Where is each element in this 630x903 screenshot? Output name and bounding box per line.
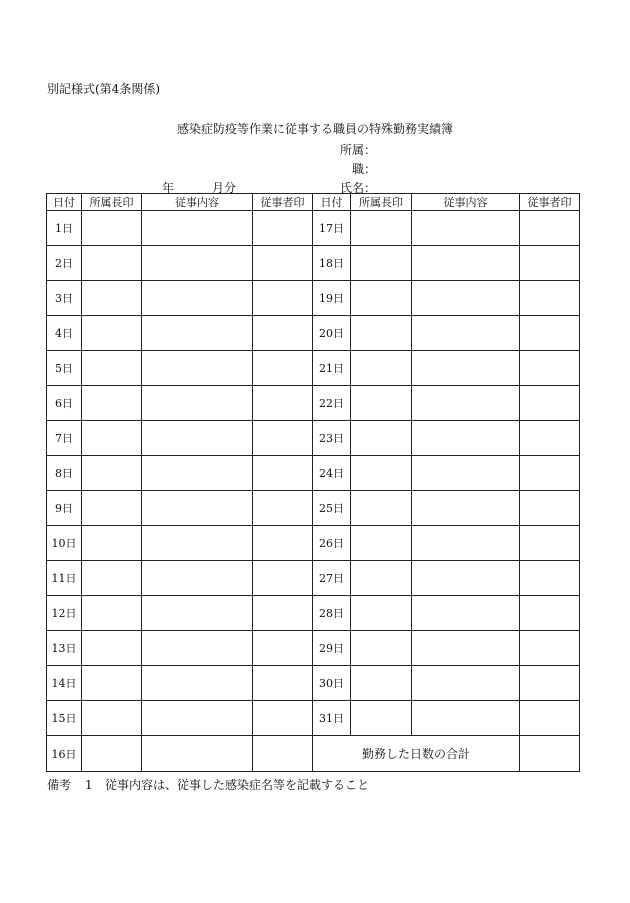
total-days-cell[interactable] xyxy=(520,736,580,772)
day-label: 20日 xyxy=(313,316,351,351)
table-row xyxy=(47,456,580,491)
worker-seal-cell[interactable] xyxy=(253,596,313,631)
supervisor-seal-cell[interactable] xyxy=(82,491,142,526)
supervisor-seal-cell[interactable] xyxy=(351,596,412,631)
table-row xyxy=(47,281,580,316)
supervisor-seal-cell[interactable] xyxy=(82,351,142,386)
remarks-number: 1 xyxy=(85,778,93,792)
worker-seal-cell[interactable] xyxy=(520,526,580,561)
worker-seal-cell[interactable] xyxy=(253,631,313,666)
day-label: 25日 xyxy=(313,491,351,526)
table-row xyxy=(47,596,580,631)
day-label: 24日 xyxy=(313,456,351,491)
work-content-cell[interactable] xyxy=(142,456,253,491)
header-work-content: 従事内容 xyxy=(142,194,253,211)
remarks-text: 従事内容は、従事した感染症名等を記載すること xyxy=(105,778,370,792)
table-row xyxy=(47,386,580,421)
work-content-cell[interactable] xyxy=(142,526,253,561)
worker-seal-cell[interactable] xyxy=(520,701,580,736)
supervisor-seal-cell[interactable] xyxy=(351,456,412,491)
day-label: 5日 xyxy=(47,351,82,386)
work-content-cell[interactable] xyxy=(412,386,520,421)
supervisor-seal-cell[interactable] xyxy=(351,666,412,701)
remarks xyxy=(47,776,369,793)
supervisor-seal-cell[interactable] xyxy=(82,421,142,456)
total-days-label: 勤務した日数の合計 xyxy=(313,736,520,772)
worker-seal-cell[interactable] xyxy=(253,386,313,421)
day-label: 17日 xyxy=(313,211,351,246)
work-content-cell[interactable] xyxy=(412,526,520,561)
worker-seal-cell[interactable] xyxy=(520,316,580,351)
worker-seal-cell[interactable] xyxy=(253,351,313,386)
worker-seal-cell[interactable] xyxy=(253,456,313,491)
remarks-label: 備考 xyxy=(47,778,72,792)
work-content-cell[interactable] xyxy=(142,281,253,316)
work-content-cell[interactable] xyxy=(142,211,253,246)
table-row xyxy=(47,211,580,246)
day-label: 4日 xyxy=(47,316,82,351)
supervisor-seal-cell[interactable] xyxy=(82,246,142,281)
worker-seal-cell[interactable] xyxy=(253,246,313,281)
table-row xyxy=(47,316,580,351)
day-label: 11日 xyxy=(47,561,82,596)
day-label: 30日 xyxy=(313,666,351,701)
supervisor-seal-cell[interactable] xyxy=(82,456,142,491)
header-supervisor-seal: 所属長印 xyxy=(351,194,412,211)
table-row xyxy=(47,666,580,701)
work-content-cell[interactable] xyxy=(412,281,520,316)
worker-seal-cell[interactable] xyxy=(253,666,313,701)
worker-seal-cell[interactable] xyxy=(520,281,580,316)
supervisor-seal-cell[interactable] xyxy=(82,736,142,772)
supervisor-seal-cell[interactable] xyxy=(351,351,412,386)
table-row xyxy=(47,561,580,596)
header-worker-seal: 従事者印 xyxy=(253,194,313,211)
day-label: 29日 xyxy=(313,631,351,666)
worker-seal-cell[interactable] xyxy=(253,526,313,561)
day-label: 14日 xyxy=(47,666,82,701)
table-row xyxy=(47,631,580,666)
table-header-row xyxy=(47,194,580,211)
day-label: 23日 xyxy=(313,421,351,456)
work-content-cell[interactable] xyxy=(412,701,520,736)
day-label: 18日 xyxy=(313,246,351,281)
day-label: 10日 xyxy=(47,526,82,561)
affiliation-label: 所属： xyxy=(340,143,377,157)
worker-seal-cell[interactable] xyxy=(520,561,580,596)
worker-seal-cell[interactable] xyxy=(520,386,580,421)
work-content-cell[interactable] xyxy=(142,351,253,386)
work-content-cell[interactable] xyxy=(412,456,520,491)
month-label: 月分 xyxy=(212,181,237,195)
supervisor-seal-cell[interactable] xyxy=(82,596,142,631)
supervisor-seal-cell[interactable] xyxy=(351,281,412,316)
header-date: 日付 xyxy=(313,194,351,211)
header-date: 日付 xyxy=(47,194,82,211)
day-label: 21日 xyxy=(313,351,351,386)
supervisor-seal-cell[interactable] xyxy=(351,526,412,561)
work-content-cell[interactable] xyxy=(142,666,253,701)
worker-seal-cell[interactable] xyxy=(520,351,580,386)
work-content-cell[interactable] xyxy=(412,666,520,701)
work-content-cell[interactable] xyxy=(142,316,253,351)
work-content-cell[interactable] xyxy=(412,631,520,666)
table-row xyxy=(47,491,580,526)
header-worker-seal: 従事者印 xyxy=(520,194,580,211)
work-content-cell[interactable] xyxy=(412,491,520,526)
work-content-cell[interactable] xyxy=(412,561,520,596)
day-label: 6日 xyxy=(47,386,82,421)
work-content-cell[interactable] xyxy=(412,351,520,386)
table-row xyxy=(47,246,580,281)
supervisor-seal-cell[interactable] xyxy=(82,666,142,701)
worker-seal-cell[interactable] xyxy=(520,491,580,526)
work-content-cell[interactable] xyxy=(412,316,520,351)
form-title: 感染症防疫等作業に従事する職員の特殊勤務実績簿 xyxy=(176,122,453,136)
day-label: 13日 xyxy=(47,631,82,666)
work-content-cell[interactable] xyxy=(142,631,253,666)
day-label: 15日 xyxy=(47,701,82,736)
table-row xyxy=(47,701,580,736)
work-content-cell[interactable] xyxy=(412,211,520,246)
supervisor-seal-cell[interactable] xyxy=(351,491,412,526)
day-label: 3日 xyxy=(47,281,82,316)
day-label: 1日 xyxy=(47,211,82,246)
worker-seal-cell[interactable] xyxy=(253,211,313,246)
supervisor-seal-cell[interactable] xyxy=(351,211,412,246)
day-label: 19日 xyxy=(313,281,351,316)
form-reference: 別記様式(第4条関係) xyxy=(47,82,160,96)
work-content-cell[interactable] xyxy=(412,246,520,281)
day-label: 27日 xyxy=(313,561,351,596)
worker-seal-cell[interactable] xyxy=(253,491,313,526)
supervisor-seal-cell[interactable] xyxy=(82,386,142,421)
work-content-cell[interactable] xyxy=(142,386,253,421)
worker-seal-cell[interactable] xyxy=(253,701,313,736)
work-content-cell[interactable] xyxy=(142,701,253,736)
worker-seal-cell[interactable] xyxy=(520,421,580,456)
table-row xyxy=(47,526,580,561)
work-content-cell[interactable] xyxy=(142,421,253,456)
table-row xyxy=(47,421,580,456)
work-content-cell[interactable] xyxy=(142,736,253,772)
supervisor-seal-cell[interactable] xyxy=(82,211,142,246)
supervisor-seal-cell[interactable] xyxy=(351,701,412,736)
worker-seal-cell[interactable] xyxy=(520,596,580,631)
header-supervisor-seal: 所属長印 xyxy=(82,194,142,211)
day-label: 7日 xyxy=(47,421,82,456)
day-label: 26日 xyxy=(313,526,351,561)
worker-seal-cell[interactable] xyxy=(520,631,580,666)
day-label: 12日 xyxy=(47,596,82,631)
supervisor-seal-cell[interactable] xyxy=(82,631,142,666)
supervisor-seal-cell[interactable] xyxy=(82,526,142,561)
worker-seal-cell[interactable] xyxy=(253,421,313,456)
worker-seal-cell[interactable] xyxy=(253,736,313,772)
work-content-cell[interactable] xyxy=(412,596,520,631)
supervisor-seal-cell[interactable] xyxy=(351,421,412,456)
table-row xyxy=(47,351,580,386)
table-row xyxy=(47,736,580,772)
day-label: 22日 xyxy=(313,386,351,421)
worker-seal-cell[interactable] xyxy=(520,456,580,491)
work-content-cell[interactable] xyxy=(142,246,253,281)
day-label: 31日 xyxy=(313,701,351,736)
day-label: 8日 xyxy=(47,456,82,491)
worker-seal-cell[interactable] xyxy=(520,666,580,701)
day-label: 2日 xyxy=(47,246,82,281)
work-content-cell[interactable] xyxy=(142,561,253,596)
year-label: 年 xyxy=(162,181,175,195)
work-content-cell[interactable] xyxy=(142,491,253,526)
supervisor-seal-cell[interactable] xyxy=(351,316,412,351)
supervisor-seal-cell[interactable] xyxy=(82,561,142,596)
work-record-table xyxy=(46,193,580,772)
day-label: 16日 xyxy=(47,736,82,772)
worker-seal-cell[interactable] xyxy=(520,211,580,246)
supervisor-seal-cell[interactable] xyxy=(351,386,412,421)
worker-seal-cell[interactable] xyxy=(520,246,580,281)
header-work-content: 従事内容 xyxy=(412,194,520,211)
name-label: 氏名： xyxy=(340,181,377,195)
supervisor-seal-cell[interactable] xyxy=(351,246,412,281)
work-content-cell[interactable] xyxy=(412,421,520,456)
supervisor-seal-cell[interactable] xyxy=(351,631,412,666)
day-label: 28日 xyxy=(313,596,351,631)
worker-seal-cell[interactable] xyxy=(253,561,313,596)
supervisor-seal-cell[interactable] xyxy=(82,281,142,316)
worker-seal-cell[interactable] xyxy=(253,316,313,351)
supervisor-seal-cell[interactable] xyxy=(82,316,142,351)
day-label: 9日 xyxy=(47,491,82,526)
supervisor-seal-cell[interactable] xyxy=(82,701,142,736)
position-label: 職： xyxy=(352,162,377,176)
supervisor-seal-cell[interactable] xyxy=(351,561,412,596)
work-content-cell[interactable] xyxy=(142,596,253,631)
worker-seal-cell[interactable] xyxy=(253,281,313,316)
